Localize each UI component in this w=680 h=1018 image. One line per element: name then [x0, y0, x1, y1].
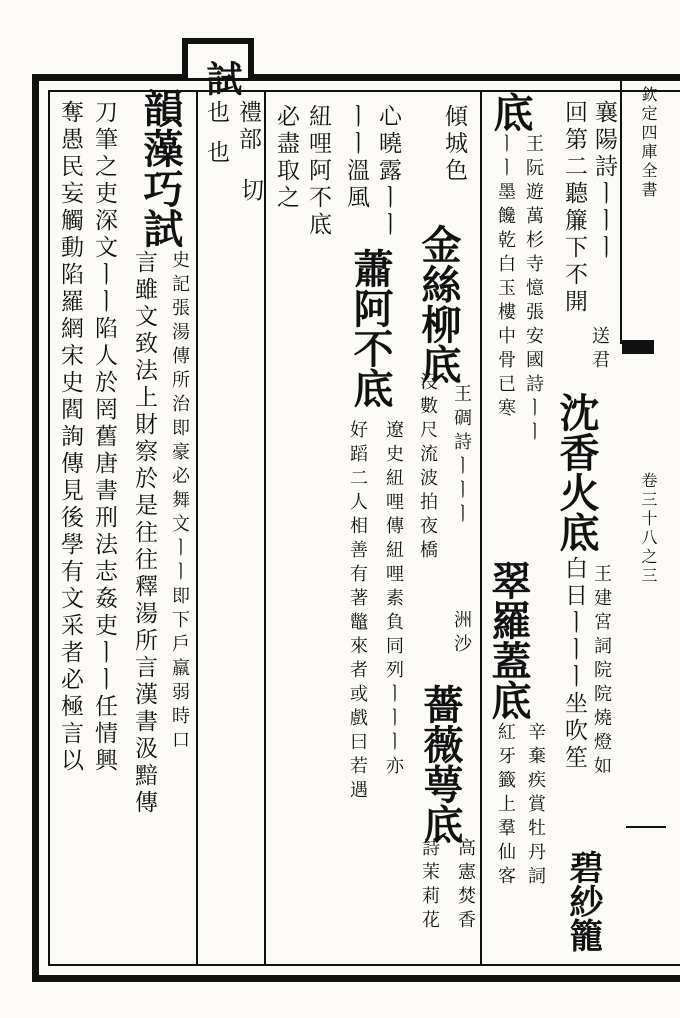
text-column: 刀筆之吏深文ㅣㅣ陷人於罔舊唐書刑法志姦吏ㅣㅣ任情興: [91, 100, 117, 775]
text-column: 言雖文致法上財察於是往往釋湯所言漢書汲黯傳: [131, 250, 157, 817]
text-column: 紐哩阿不底: [305, 104, 331, 239]
entry-heading: 底: [487, 92, 534, 132]
text-column: 心曉露ㅣㅣ: [375, 104, 401, 239]
fishtail-marker: [622, 340, 654, 354]
column-divider: [480, 90, 482, 966]
fold-line: [620, 74, 622, 344]
text-column: 回第二聽簾下不開: [561, 100, 587, 316]
text-column: 禮部: [235, 100, 261, 154]
text-column: 襄陽詩ㅣㅣㅣ: [591, 100, 617, 262]
text-column: 傾城色: [441, 104, 467, 185]
margin-top-label: 欽定四庫全書: [639, 86, 658, 200]
text-column: 送君: [589, 326, 610, 374]
margin-side-label: 卷三十八之三: [639, 472, 658, 586]
text-column: 必盡取之: [273, 104, 299, 212]
text-column: ㅣㅣ溫風: [343, 104, 369, 212]
text-column: 高憲焚香: [455, 838, 476, 934]
text-column: 王建宮詞院院燒燈如: [591, 564, 612, 780]
text-column: ㅣㅣ墨饞乾白玉樓中骨已寒: [495, 134, 516, 422]
text-column: 遼史紐哩傳紐哩素負同列ㅣㅣㅣ亦: [383, 420, 404, 780]
text-column: 好蹈二人相善有著鼈來者或戲曰若遇: [347, 420, 368, 804]
text-column: 紅牙籤上羣仙客: [495, 722, 516, 890]
text-column: 也: [203, 140, 229, 167]
text-column: 奪愚民妄觸動陷羅網宋史閻詢傳見後學有文采者必極言以: [57, 100, 83, 775]
text-column: 辛棄疾賞牡丹詞: [525, 722, 546, 890]
margin-rule: [626, 826, 666, 828]
entry-heading: 薔薇萼底: [417, 684, 464, 844]
tab-heading: 試: [201, 60, 243, 100]
text-column: 詩茉莉花: [419, 838, 440, 934]
entry-heading: 蕭阿不底: [347, 248, 394, 408]
text-column: 王碉詩ㅣㅣㅣ: [451, 384, 472, 528]
entry-heading: 翠羅蓋底: [485, 560, 532, 720]
entry-heading: 金絲柳底: [415, 224, 462, 384]
text-column: 白日ㅣㅣㅣ坐吹笙: [561, 556, 587, 772]
column-divider: [264, 90, 266, 966]
text-column: 沒數尺流波拍夜橋: [417, 372, 438, 564]
entry-heading: 沈香火底: [553, 392, 600, 552]
entry-heading: 韻藻巧試: [137, 88, 184, 248]
text-column: 洲沙: [451, 610, 472, 658]
text-column: 王阮遊萬杉寺憶張安國詩ㅣㅣ: [523, 134, 544, 446]
text-column: 切: [237, 178, 263, 205]
entry-heading: 碧紗籠: [563, 850, 603, 952]
text-column: 也: [203, 100, 229, 127]
column-divider: [196, 90, 198, 966]
text-column: 史記張湯傳所治即豪必舞文ㅣㅣ即下戶羸弱時口: [169, 250, 190, 754]
